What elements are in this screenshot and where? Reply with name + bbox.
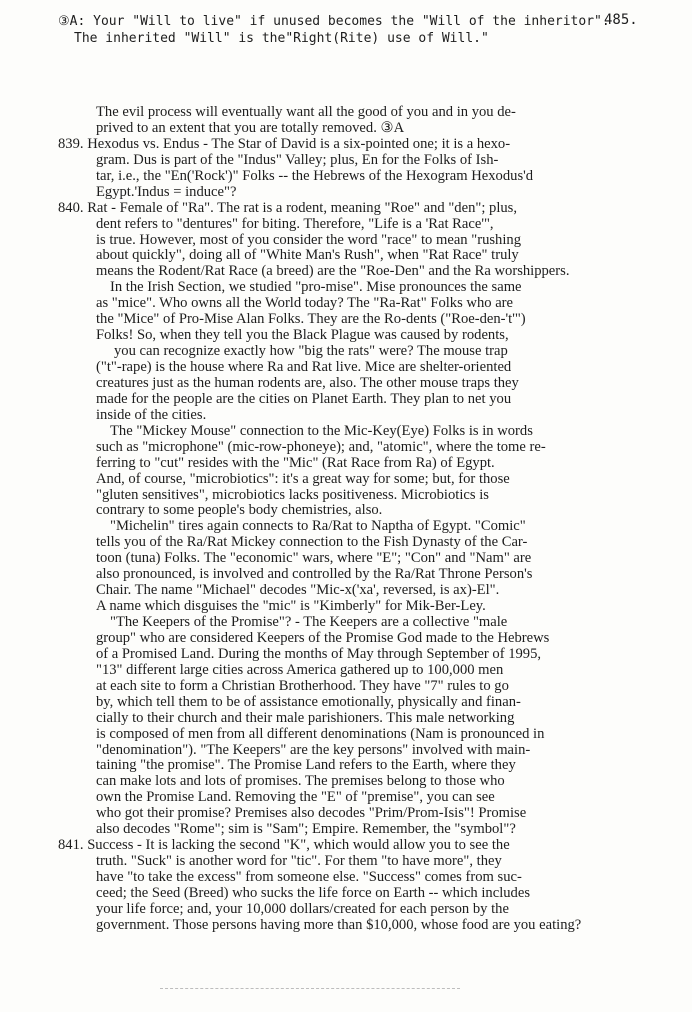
- text-line: of a Promised Land. During the months of May through September of 1995,: [96, 645, 542, 662]
- entry-840-line: 840. Rat - Female of "Ra". The rat is a rodent, meaning "Roe" and "den"; plus,: [58, 199, 517, 216]
- text-line: taining "the promise". The Promise Land refers to the Earth, where they: [96, 757, 516, 774]
- text-line: "denomination"). "The Keepers" are the key persons" involved with main-: [96, 741, 531, 758]
- text-line: such as "microphone" (mic-row-phoneye); and, "atomic", where the tome re-: [96, 438, 546, 455]
- text-line: ceed; the Seed (Breed) who sucks the life force on Earth -- which includes: [96, 884, 531, 901]
- text-line: your life force; and, your 10,000 dollars/created for each person by the: [96, 900, 509, 917]
- text-line: the "Mice" of Pro-Mise Alan Folks. They are the Ro-dents ("Roe-den-'t'"): [96, 311, 526, 328]
- text-line: dent refers to "dentures" for biting. Therefore, "Life is a 'Rat Race'",: [96, 215, 494, 232]
- text-line: as "mice". Who owns all the World today? The "Ra-Rat" Folks who are: [96, 295, 514, 312]
- text-line: "Michelin" tires again connects to Ra/Rat to Naptha of Egypt. "Comic": [110, 518, 526, 535]
- text-line: means the Rodent/Rat Race (a breed) are the "Roe-Den" and the Ra worshippers.: [96, 263, 570, 280]
- text-line: by, which tell them to be of assistance emotionally, physically and finan-: [96, 693, 521, 710]
- text-line: tar, i.e., the "En('Rock')" Folks -- the Hebrews of the Hexogram Hexodus'd: [96, 167, 534, 184]
- text-line: own the Promise Land. Removing the "E" of "premise", you can see: [96, 789, 495, 806]
- text-line: Folks! So, when they tell you the Black Plague was caused by rodents,: [96, 327, 509, 344]
- page-number: 485.: [604, 12, 638, 28]
- text-line: And, of course, "microbiotics": it's a great way for some; but, for those: [96, 470, 510, 487]
- text-line: prived to an extent that you are totally removed. ③A: [96, 119, 405, 136]
- text-line: tells you of the Ra/Rat Mickey connection to the Fish Dynasty of the Car-: [96, 534, 528, 551]
- text-line: "The Keepers of the Promise"? - The Keepers are a collective "male: [110, 614, 508, 630]
- text-line: truth. "Suck" is another word for "tic". For them "to have more", they: [96, 853, 502, 870]
- text-line: contrary to some people's body chemistries, also.: [96, 502, 383, 519]
- header-line-2: The inherited "Will" is the"Right(Rite) use of Will.": [74, 31, 489, 46]
- text-line: made for the people are the cities on Planet Earth. They plan to net you: [96, 390, 512, 407]
- text-line: toon (tuna) Folks. The "economic" wars, where "E"; "Con" and "Nam" are: [96, 550, 532, 567]
- entry-841-line: 841. Success - It is lacking the second "K", which would allow you to see the: [58, 837, 510, 854]
- text-line: is composed of men from all different denominations (Nam is pronounced in: [96, 725, 545, 742]
- text-line: The evil process will eventually want all the good of you and in you de-: [96, 104, 516, 120]
- text-line: also decodes "Rome"; sim is "Sam"; Empire. Remember, the "symbol"?: [96, 821, 516, 838]
- entry-839-line: 839. Hexodus vs. Endus - The Star of David is a six-pointed one; it is a hexo-: [58, 135, 511, 152]
- text-line: gram. Dus is part of the "Indus" Valley; plus, En for the Folks of Ish-: [96, 151, 499, 168]
- scan-artifact-divider: [160, 988, 460, 991]
- text-line: have "to take the excess" from someone else. "Success" comes from suc-: [96, 869, 522, 885]
- text-line: A name which disguises the "mic" is "Kimberly" for Mik-Ber-Ley.: [96, 598, 486, 615]
- text-line: inside of the cities.: [96, 406, 207, 423]
- text-line: group" who are considered Keepers of the Promise God made to the Hebrews: [96, 629, 550, 646]
- text-line: also pronounced, is involved and controlled by the Ra/Rat Throne Person's: [96, 566, 533, 583]
- text-line: In the Irish Section, we studied "pro-mise". Mise pronounces the same: [110, 279, 522, 296]
- text-line: ferring to "cut" resides with the "Mic" (Rat Race from Ra) of Egypt.: [96, 454, 495, 471]
- text-line: The "Mickey Mouse" connection to the Mic-Key(Eye) Folks is in words: [110, 422, 533, 439]
- text-line: is true. However, most of you consider the word "race" to mean "rushing: [96, 231, 521, 248]
- text-line: at each site to form a Christian Brotherhood. They have "7" rules to go: [96, 677, 509, 694]
- text-line: who got their promise? Premises also decodes "Prim/Prom-Isis"! Promise: [96, 805, 527, 822]
- document-body: [58, 105, 678, 934]
- text-line: Chair. The name "Michael" decodes "Mic-x('xa', reversed, is ax)-El".: [96, 582, 500, 599]
- text-line: Egypt.'Indus = induce"?: [96, 183, 237, 200]
- text-line: cially to their church and their male parishioners. This male networking: [96, 709, 515, 726]
- text-line: creatures just as the human rodents are, also. The other mouse traps they: [96, 374, 519, 391]
- header-line-1: ③A: Your "Will to live" if unused becomes the "Will of the inheritor".: [58, 14, 610, 29]
- text-line: "gluten sensitives", microbiotics lacks positiveness. Microbiotics is: [96, 486, 489, 503]
- text-line: ("t"-rape) is the house where Ra and Rat live. Mice are shelter-oriented: [96, 359, 512, 375]
- text-line: "13" different large cities across America gathered up to 100,000 men: [96, 661, 504, 678]
- text-line: about quickly", doing all of "White Man's Rush", when "Rat Race" truly: [96, 247, 519, 264]
- text-line: government. Those persons having more than $10,000, whose food are you eating?: [96, 916, 582, 933]
- text-line: can make lots and lots of promises. The premises belong to those who: [96, 773, 505, 790]
- text-line: you can recognize exactly how "big the rats" were? The mouse trap: [114, 343, 508, 360]
